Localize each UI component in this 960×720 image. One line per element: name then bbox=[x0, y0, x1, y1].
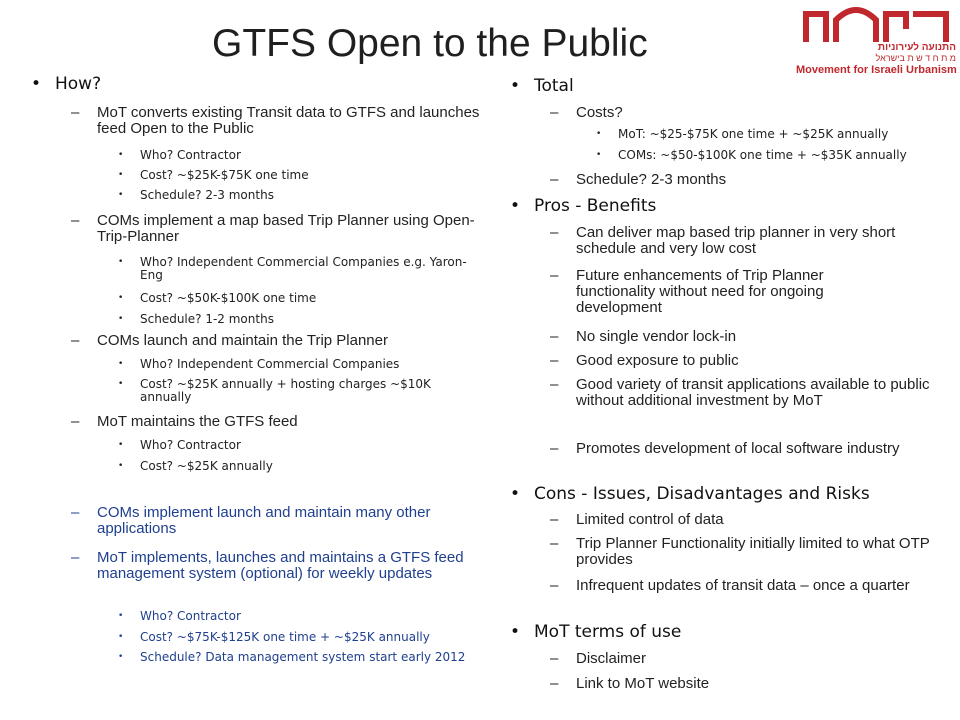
list-item: – COMs implement a map based Trip Planner using Open-Trip-Planner bbox=[71, 212, 475, 245]
page-title: GTFS Open to the Public bbox=[212, 22, 648, 65]
list-item: – MoT implements, launches and maintains a GTFS feed management system (optional) for weekly updates bbox=[71, 549, 464, 582]
list-item: – No single vendor lock-in bbox=[550, 328, 737, 345]
list-item: • Cost? ~$25K annually bbox=[118, 459, 273, 473]
list-item: • Total bbox=[510, 76, 574, 96]
list-item: – Future enhancements of Trip Planner functionality without need for ongoing development bbox=[550, 267, 824, 316]
list-item: • Cost? ~$50K-$100K one time bbox=[118, 291, 317, 305]
list-item: • Who? Independent Commercial Companies bbox=[118, 357, 400, 371]
list-item: – Good exposure to public bbox=[550, 352, 739, 369]
list-item: – Trip Planner Functionality initially limited to what OTP provides bbox=[550, 535, 930, 568]
list-item: • Schedule? 2-3 months bbox=[118, 188, 274, 202]
list-item: • Who? Independent Commercial Companies e.g. Yaron-Eng bbox=[118, 255, 467, 282]
list-item: – Schedule? 2-3 months bbox=[550, 171, 727, 188]
list-item: – Promotes development of local software industry bbox=[550, 440, 900, 457]
list-item: – Costs? bbox=[550, 104, 623, 121]
logo-text-hebrew-1: התנועה לעירוניות bbox=[877, 42, 956, 53]
list-item: • Cost? ~$25K annually + hosting charges ~$10K annually bbox=[118, 377, 431, 404]
list-item: • Pros - Benefits bbox=[510, 196, 657, 216]
list-item: – Infrequent updates of transit data – once a quarter bbox=[550, 577, 910, 594]
list-item: – Link to MoT website bbox=[550, 675, 710, 692]
list-item: • Who? Contractor bbox=[118, 148, 241, 162]
list-item: • COMs: ~$50-$100K one time + ~$35K annually bbox=[596, 148, 907, 162]
list-item: – MoT converts existing Transit data to GTFS and launches feed Open to the Public bbox=[71, 104, 480, 137]
logo-mark-icon bbox=[796, 6, 956, 42]
logo bbox=[796, 6, 956, 76]
list-item: – Good variety of transit applications available to public without additional investment by MoT bbox=[550, 376, 930, 409]
list-item: • MoT: ~$25-$75K one time + ~$25K annually bbox=[596, 127, 889, 141]
logo-text-hebrew-2: מ ת ח ד ש ת בישראל bbox=[875, 53, 956, 63]
logo-text-english: Movement for Israeli Urbanism bbox=[796, 64, 957, 76]
list-item: • Schedule? 1-2 months bbox=[118, 312, 274, 326]
list-item: • Cons - Issues, Disadvantages and Risks bbox=[510, 484, 870, 504]
list-item: • Schedule? Data management system start early 2012 bbox=[118, 650, 466, 664]
list-item: • Cost? ~$75K-$125K one time + ~$25K annually bbox=[118, 630, 430, 644]
list-item: – COMs launch and maintain the Trip Planner bbox=[71, 332, 388, 349]
list-item: • How? bbox=[31, 74, 102, 94]
list-item: – Limited control of data bbox=[550, 511, 724, 528]
list-item: • Who? Contractor bbox=[118, 438, 241, 452]
list-item: – COMs implement launch and maintain many other applications bbox=[71, 504, 431, 537]
list-item: – MoT maintains the GTFS feed bbox=[71, 413, 298, 430]
list-item: • MoT terms of use bbox=[510, 622, 682, 642]
list-item: – Can deliver map based trip planner in very short schedule and very low cost bbox=[550, 224, 896, 257]
list-item: • Who? Contractor bbox=[118, 609, 241, 623]
list-item: – Disclaimer bbox=[550, 650, 647, 667]
list-item: • Cost? ~$25K-$75K one time bbox=[118, 168, 309, 182]
